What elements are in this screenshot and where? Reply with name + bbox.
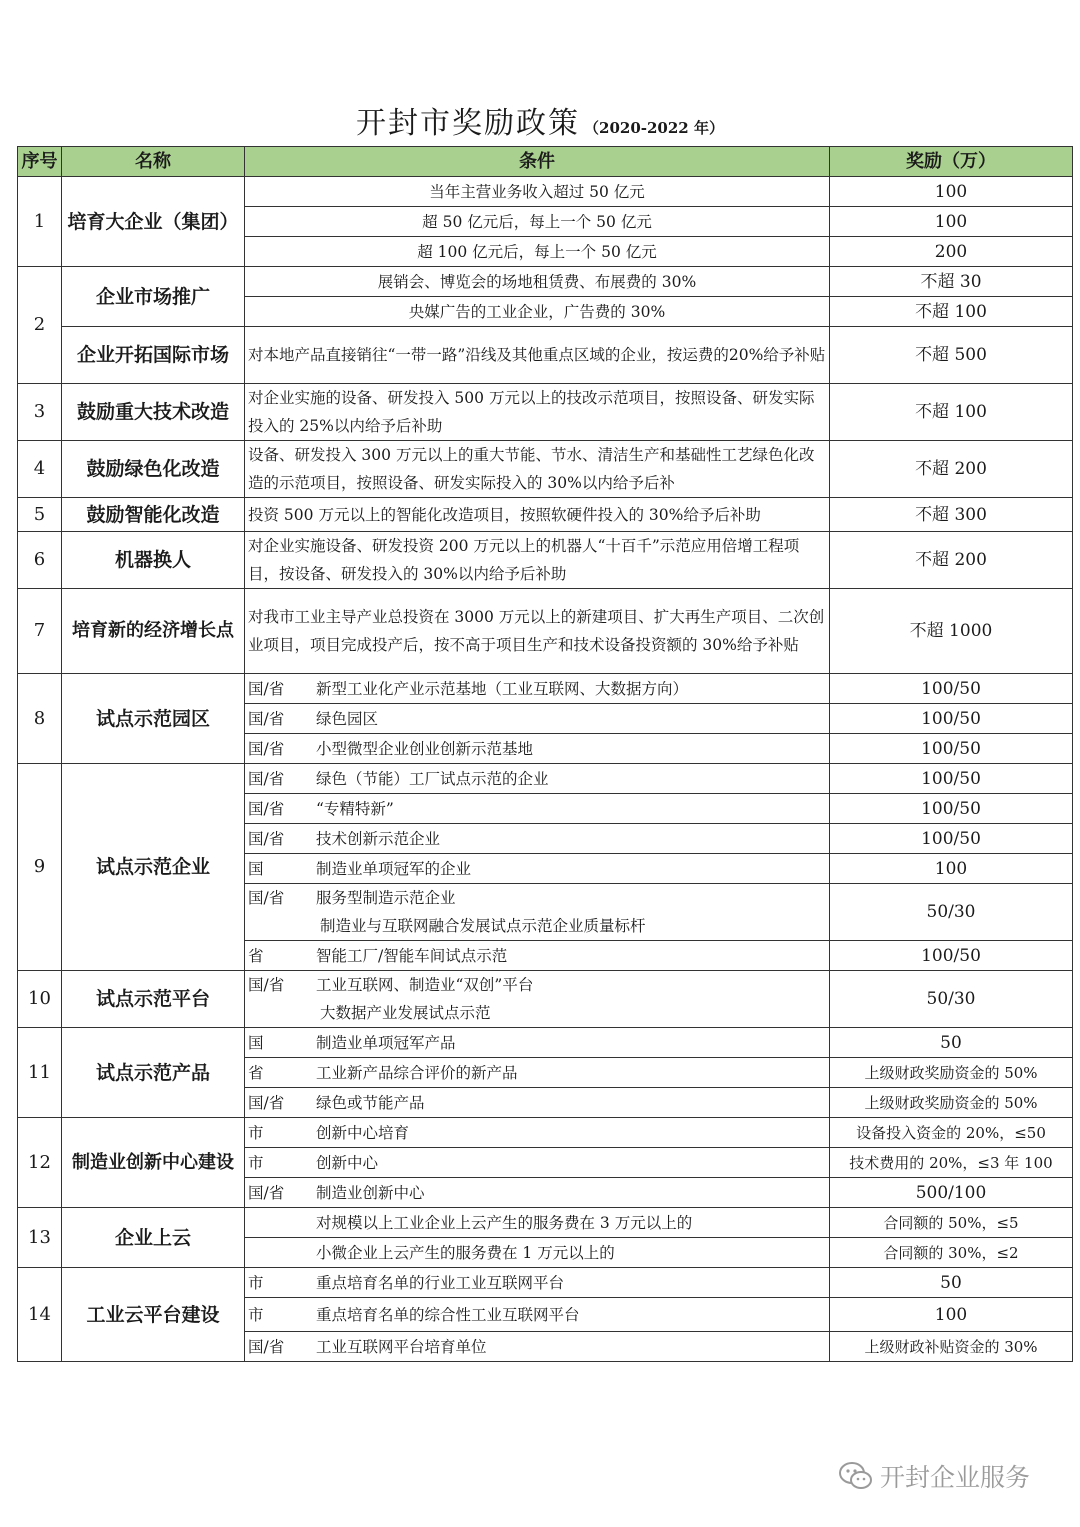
row-reward: 上级财政补贴资金的 30% bbox=[830, 1332, 1073, 1362]
row-condition bbox=[245, 794, 830, 824]
level-label: 市 bbox=[248, 1123, 264, 1142]
row-condition: 展销会、博览会的场地租赁费、布展费的 30% bbox=[245, 267, 830, 297]
row-reward: 设备投入资金的 20%，≤50 bbox=[830, 1118, 1073, 1148]
row-reward: 100 bbox=[830, 1298, 1073, 1332]
row-number: 1 bbox=[18, 177, 62, 267]
row-reward: 100/50 bbox=[830, 704, 1073, 734]
condition-text: “专精特新” bbox=[316, 799, 394, 818]
row-number: 13 bbox=[18, 1208, 62, 1268]
row-reward: 不超 100 bbox=[830, 297, 1073, 327]
table-header-row bbox=[18, 147, 1073, 177]
row-condition bbox=[245, 674, 830, 704]
row-reward: 100/50 bbox=[830, 734, 1073, 764]
row-name: 机器换人 bbox=[62, 532, 245, 589]
row-condition bbox=[245, 884, 830, 941]
table-row bbox=[18, 384, 1073, 441]
row-condition bbox=[245, 1238, 830, 1268]
table-row bbox=[18, 1118, 1073, 1148]
header-no: 序号 bbox=[18, 147, 62, 177]
row-reward: 50 bbox=[830, 1028, 1073, 1058]
condition-text: 绿色园区 bbox=[316, 709, 379, 728]
policy-table bbox=[17, 146, 1073, 1362]
level-label: 国/省 bbox=[248, 1093, 285, 1112]
page-title bbox=[0, 98, 1080, 142]
row-condition bbox=[245, 1148, 830, 1178]
level-label: 国/省 bbox=[248, 829, 285, 848]
row-reward: 100/50 bbox=[830, 764, 1073, 794]
row-reward: 100/50 bbox=[830, 794, 1073, 824]
row-name: 鼓励绿色化改造 bbox=[62, 441, 245, 498]
row-name: 企业市场推广 bbox=[62, 267, 245, 327]
row-name: 试点示范产品 bbox=[62, 1028, 245, 1118]
row-condition bbox=[245, 1208, 830, 1238]
row-number: 14 bbox=[18, 1268, 62, 1362]
condition-text: 智能工厂/智能车间试点示范 bbox=[316, 946, 508, 965]
row-reward: 50/30 bbox=[830, 884, 1073, 941]
row-number: 5 bbox=[18, 498, 62, 532]
condition-text: 工业新产品综合评价的新产品 bbox=[316, 1063, 518, 1082]
table-row bbox=[18, 1028, 1073, 1058]
condition-text-2: 大数据产业发展试点示范 bbox=[320, 1004, 491, 1022]
row-reward: 100 bbox=[830, 207, 1073, 237]
level-label: 国/省 bbox=[248, 889, 285, 907]
row-name: 企业上云 bbox=[62, 1208, 245, 1268]
row-number: 7 bbox=[18, 589, 62, 674]
row-reward: 技术费用的 20%，≤3 年 100 bbox=[830, 1148, 1073, 1178]
row-name: 试点示范企业 bbox=[62, 764, 245, 971]
row-reward: 100/50 bbox=[830, 674, 1073, 704]
row-number: 2 bbox=[18, 267, 62, 384]
condition-text: 小型微型企业创业创新示范基地 bbox=[316, 739, 534, 758]
row-condition bbox=[245, 854, 830, 884]
condition-text: 重点培育名单的行业工业互联网平台 bbox=[316, 1273, 565, 1292]
row-reward: 不超 200 bbox=[830, 532, 1073, 589]
condition-text: 工业互联网、制造业“双创”平台 bbox=[316, 976, 534, 994]
table-row bbox=[18, 327, 1073, 384]
condition-text-2: 制造业与互联网融合发展试点示范企业质量标杆 bbox=[320, 917, 646, 935]
row-reward: 上级财政奖励资金的 50% bbox=[830, 1088, 1073, 1118]
condition-text: 重点培育名单的综合性工业互联网平台 bbox=[316, 1305, 580, 1324]
row-reward: 100 bbox=[830, 177, 1073, 207]
condition-text: 工业互联网平台培育单位 bbox=[316, 1337, 487, 1356]
condition-text: 制造业单项冠军的企业 bbox=[316, 859, 472, 878]
table-row bbox=[18, 532, 1073, 589]
table-row bbox=[18, 177, 1073, 207]
row-number: 3 bbox=[18, 384, 62, 441]
row-name: 培育新的经济增长点 bbox=[62, 589, 245, 674]
table-row bbox=[18, 589, 1073, 674]
row-reward: 不超 100 bbox=[830, 384, 1073, 441]
table-row bbox=[18, 1208, 1073, 1238]
level-label: 国/省 bbox=[248, 799, 285, 818]
condition-text: 绿色或节能产品 bbox=[316, 1093, 425, 1112]
row-condition bbox=[245, 1118, 830, 1148]
condition-text: 小微企业上云产生的服务费在 1 万元以上的 bbox=[316, 1243, 615, 1262]
row-condition bbox=[245, 971, 830, 1028]
level-label: 国/省 bbox=[248, 769, 285, 788]
table-row bbox=[18, 764, 1073, 794]
row-name: 试点示范园区 bbox=[62, 674, 245, 764]
row-condition bbox=[245, 1178, 830, 1208]
watermark bbox=[838, 1458, 1030, 1494]
level-label: 市 bbox=[248, 1153, 264, 1172]
wechat-icon bbox=[838, 1461, 874, 1491]
condition-text: 制造业单项冠军产品 bbox=[316, 1033, 456, 1052]
condition-text: 绿色（节能）工厂试点示范的企业 bbox=[316, 769, 549, 788]
level-label: 国/省 bbox=[248, 976, 285, 994]
condition-text: 对规模以上工业企业上云产生的服务费在 3 万元以上的 bbox=[316, 1213, 693, 1232]
level-label: 国/省 bbox=[248, 1337, 285, 1356]
level-label: 市 bbox=[248, 1305, 264, 1324]
row-condition bbox=[245, 734, 830, 764]
condition-text: 创新中心培育 bbox=[316, 1123, 410, 1142]
row-name: 试点示范平台 bbox=[62, 971, 245, 1028]
table-row bbox=[18, 1268, 1073, 1298]
level-label: 国/省 bbox=[248, 1183, 285, 1202]
row-reward: 50/30 bbox=[830, 971, 1073, 1028]
row-condition bbox=[245, 941, 830, 971]
header-reward: 奖励（万） bbox=[830, 147, 1073, 177]
row-condition bbox=[245, 704, 830, 734]
row-condition: 对我市工业主导产业总投资在 3000 万元以上的新建项目、扩大再生产项目、二次创业项目，项目完成投产后，按不高于项目生产和技术设备投资额的 30%给予补贴 bbox=[245, 589, 830, 674]
row-reward: 100/50 bbox=[830, 824, 1073, 854]
row-reward: 500/100 bbox=[830, 1178, 1073, 1208]
level-label: 省 bbox=[248, 946, 264, 965]
row-reward: 不超 30 bbox=[830, 267, 1073, 297]
row-condition: 超 100 亿元后，每上一个 50 亿元 bbox=[245, 237, 830, 267]
row-condition bbox=[245, 1268, 830, 1298]
row-number: 4 bbox=[18, 441, 62, 498]
table-row bbox=[18, 674, 1073, 704]
row-name: 鼓励智能化改造 bbox=[62, 498, 245, 532]
watermark-text: 开封企业服务 bbox=[880, 1463, 1031, 1492]
title-main: 开封市奖励政策 bbox=[356, 106, 581, 141]
row-condition bbox=[245, 1058, 830, 1088]
row-reward: 合同额的 50%，≤5 bbox=[830, 1208, 1073, 1238]
row-condition bbox=[245, 764, 830, 794]
row-condition: 设备、研发投入 300 万元以上的重大节能、节水、清洁生产和基础性工艺绿色化改造的示范项目，按照设备、研发实际投入的 30%以内给予后补 bbox=[245, 441, 830, 498]
row-number: 11 bbox=[18, 1028, 62, 1118]
row-number: 6 bbox=[18, 532, 62, 589]
level-label: 省 bbox=[248, 1063, 264, 1082]
condition-text: 制造业创新中心 bbox=[316, 1183, 425, 1202]
row-reward: 上级财政奖励资金的 50% bbox=[830, 1058, 1073, 1088]
level-label: 国 bbox=[248, 1033, 264, 1052]
row-name: 制造业创新中心建设 bbox=[62, 1118, 245, 1208]
header-name: 名称 bbox=[62, 147, 245, 177]
table-row bbox=[18, 441, 1073, 498]
row-condition bbox=[245, 1332, 830, 1362]
condition-text: 新型工业化产业示范基地（工业互联网、大数据方向） bbox=[316, 679, 689, 698]
row-name: 鼓励重大技术改造 bbox=[62, 384, 245, 441]
row-condition: 当年主营业务收入超过 50 亿元 bbox=[245, 177, 830, 207]
row-number: 9 bbox=[18, 764, 62, 971]
row-reward: 不超 200 bbox=[830, 441, 1073, 498]
row-reward: 合同额的 30%，≤2 bbox=[830, 1238, 1073, 1268]
row-condition: 对企业实施设备、研发投资 200 万元以上的机器人“十百千”示范应用倍增工程项目，按设备、研发投入的 30%以内给予后补助 bbox=[245, 532, 830, 589]
row-condition: 投资 500 万元以上的智能化改造项目，按照软硬件投入的 30%给予后补助 bbox=[245, 498, 830, 532]
row-condition: 超 50 亿元后，每上一个 50 亿元 bbox=[245, 207, 830, 237]
row-condition: 对企业实施的设备、研发投入 500 万元以上的技改示范项目，按照设备、研发实际投入的 25%以内给予后补助 bbox=[245, 384, 830, 441]
level-label: 国 bbox=[248, 859, 264, 878]
row-reward: 100 bbox=[830, 854, 1073, 884]
table-row bbox=[18, 971, 1073, 1028]
row-condition bbox=[245, 1028, 830, 1058]
table-row bbox=[18, 267, 1073, 297]
table-row bbox=[18, 498, 1073, 532]
row-reward: 不超 1000 bbox=[830, 589, 1073, 674]
header-condition: 条件 bbox=[245, 147, 830, 177]
condition-text: 技术创新示范企业 bbox=[316, 829, 441, 848]
level-label: 市 bbox=[248, 1273, 264, 1292]
row-reward: 50 bbox=[830, 1268, 1073, 1298]
row-number: 12 bbox=[18, 1118, 62, 1208]
row-condition bbox=[245, 1298, 830, 1332]
level-label: 国/省 bbox=[248, 739, 285, 758]
row-number: 8 bbox=[18, 674, 62, 764]
condition-text: 创新中心 bbox=[316, 1153, 379, 1172]
row-condition: 央媒广告的工业企业，广告费的 30% bbox=[245, 297, 830, 327]
title-years: （2020-2022 年） bbox=[584, 119, 724, 137]
row-name: 培育大企业（集团） bbox=[62, 177, 245, 267]
row-condition: 对本地产品直接销往“一带一路”沿线及其他重点区域的企业，按运费的20%给予补贴 bbox=[245, 327, 830, 384]
condition-text: 服务型制造示范企业 bbox=[316, 889, 456, 907]
row-condition bbox=[245, 1088, 830, 1118]
level-label: 国/省 bbox=[248, 679, 285, 698]
row-name: 企业开拓国际市场 bbox=[62, 327, 245, 384]
level-label: 国/省 bbox=[248, 709, 285, 728]
row-name: 工业云平台建设 bbox=[62, 1268, 245, 1362]
row-reward: 200 bbox=[830, 237, 1073, 267]
row-number: 10 bbox=[18, 971, 62, 1028]
row-condition bbox=[245, 824, 830, 854]
row-reward: 不超 500 bbox=[830, 327, 1073, 384]
row-reward: 100/50 bbox=[830, 941, 1073, 971]
row-reward: 不超 300 bbox=[830, 498, 1073, 532]
